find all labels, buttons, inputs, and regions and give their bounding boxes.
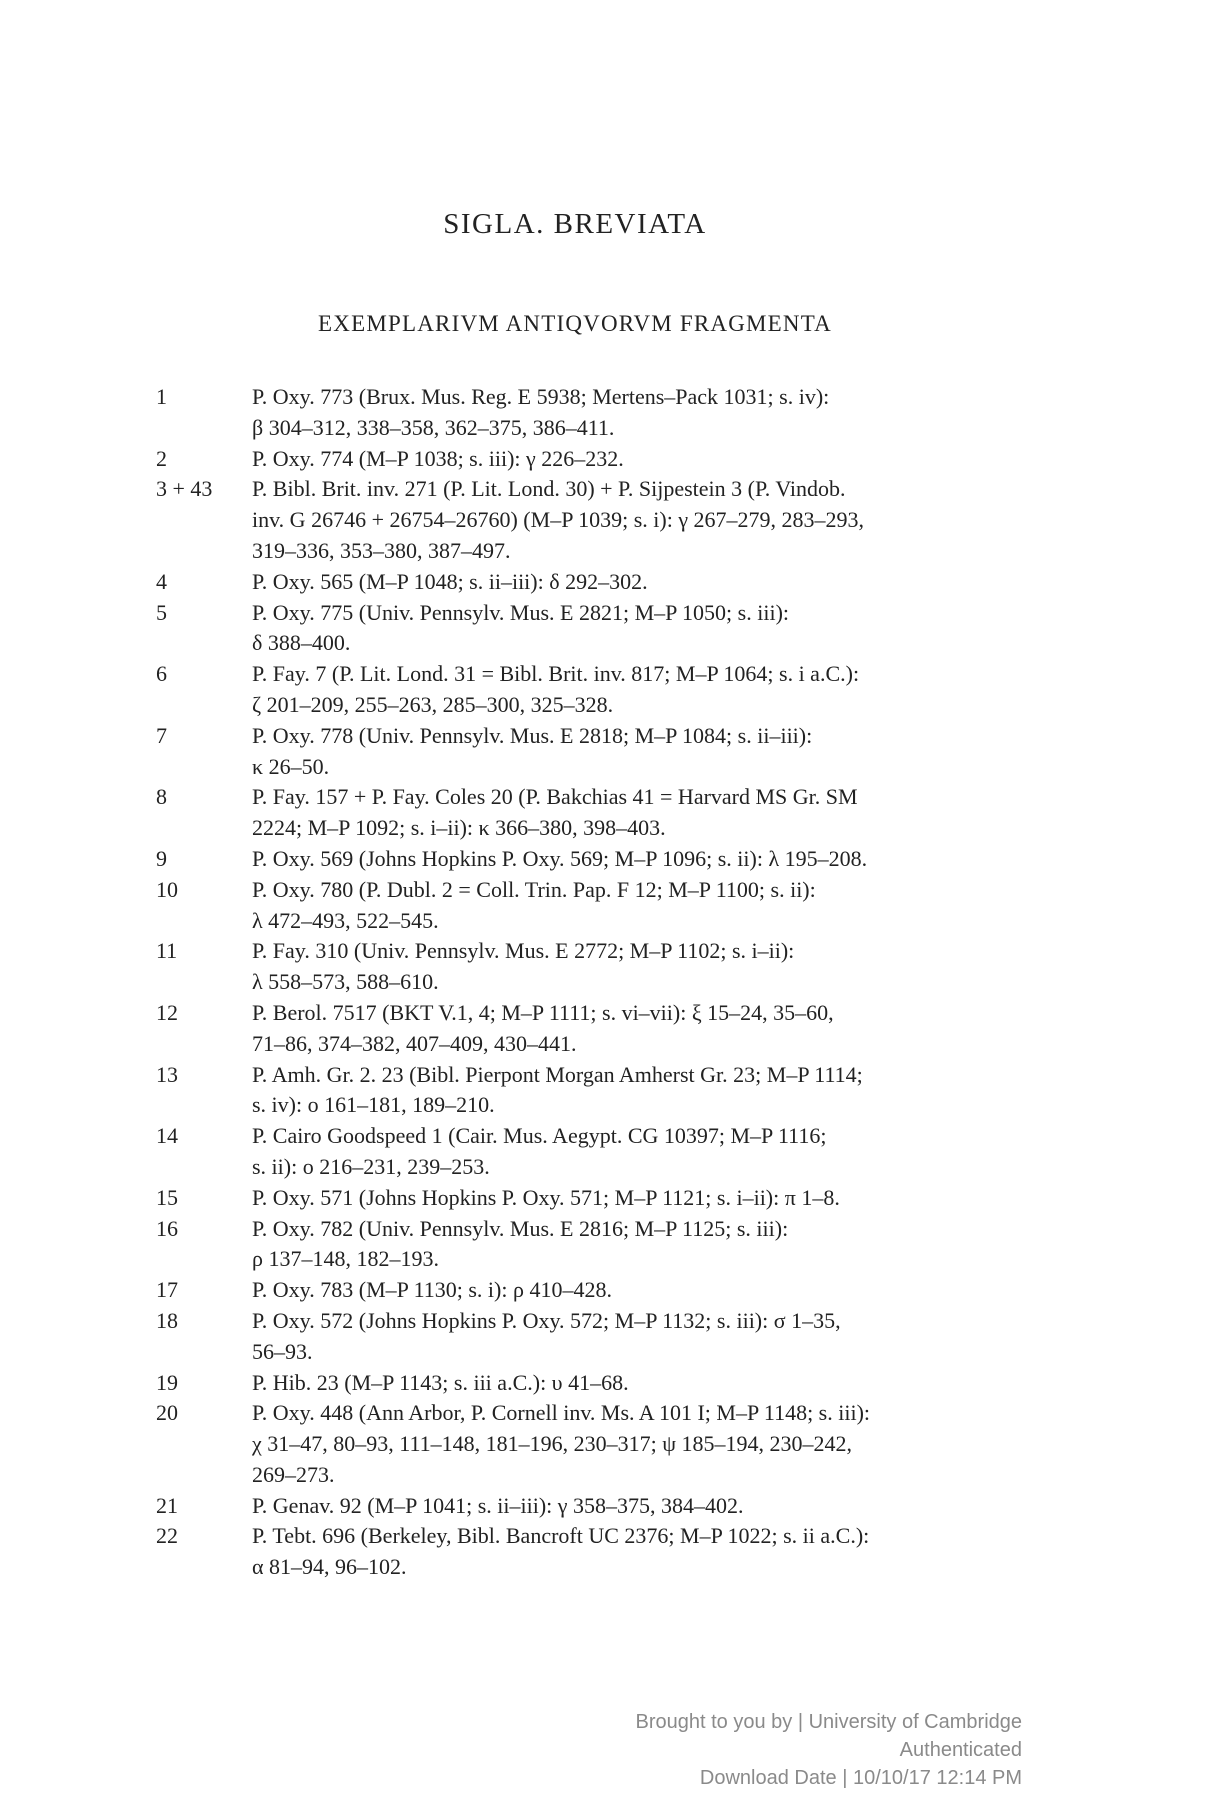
- entry-line: P. Oxy. 778 (Univ. Pennsylv. Mus. E 2818; M–P 1084; s. ii–iii):: [252, 722, 813, 748]
- entry-line: P. Oxy. 782 (Univ. Pennsylv. Mus. E 2816; M–P 1125; s. iii):: [252, 1215, 789, 1241]
- entry-number: 20: [156, 1400, 178, 1426]
- entry-text: [252, 936, 1016, 998]
- entry-number: 1: [156, 384, 167, 409]
- entry-text: [252, 444, 1016, 475]
- entry-line: ρ 137–148, 182–193.: [252, 1246, 439, 1272]
- entry-line: P. Tebt. 696 (Berkeley, Bibl. Bancroft UC 2376; M–P 1022; s. ii a.C.):: [252, 1523, 870, 1549]
- list-item: [156, 1306, 1016, 1368]
- sigla-list: [156, 382, 1016, 1583]
- entry-number: 9: [156, 845, 167, 871]
- entry-line: χ 31–47, 80–93, 111–148, 181–196, 230–317; ψ 185–194, 230–242,: [252, 1431, 853, 1457]
- entry-line: s. ii): ο 216–231, 239–253.: [252, 1153, 490, 1179]
- section-heading: EXEMPLARIVM ANTIQVORVM FRAGMENTA: [318, 311, 832, 336]
- list-item: [156, 1521, 1016, 1583]
- entry-line: P. Oxy. 569 (Johns Hopkins P. Oxy. 569; M–P 1096; s. ii): λ 195–208.: [252, 845, 868, 871]
- footer-authenticated: Authenticated: [899, 1739, 1022, 1761]
- entry-line: β 304–312, 338–358, 362–375, 386–411.: [252, 414, 615, 440]
- entry-text: [252, 598, 1016, 660]
- entry-line: λ 472–493, 522–545.: [252, 907, 439, 933]
- entry-text: [252, 1183, 1016, 1214]
- entry-line: P. Oxy. 572 (Johns Hopkins P. Oxy. 572; M–P 1132; s. iii): σ 1–35,: [252, 1307, 841, 1333]
- entry-text: [252, 998, 1016, 1060]
- list-item: [156, 659, 1016, 721]
- entry-line: P. Bibl. Brit. inv. 271 (P. Lit. Lond. 30) + P. Sijpestein 3 (P. Vindob.: [252, 476, 846, 502]
- list-item: [156, 382, 1016, 444]
- entry-line: δ 388–400.: [252, 630, 351, 656]
- entry-line: ζ 201–209, 255–263, 285–300, 325–328.: [252, 691, 614, 717]
- list-item: [156, 1183, 1016, 1214]
- entry-number: 3 + 43: [156, 476, 213, 502]
- entry-line: P. Oxy. 780 (P. Dubl. 2 = Coll. Trin. Pap. F 12; M–P 1100; s. ii):: [252, 876, 816, 902]
- entry-line: P. Cairo Goodspeed 1 (Cair. Mus. Aegypt. CG 10397; M–P 1116;: [252, 1123, 827, 1149]
- entry-text: [252, 567, 1016, 598]
- access-footer: [636, 1708, 1022, 1792]
- entry-text: [252, 382, 1016, 444]
- entry-line: s. iv): ο 161–181, 189–210.: [252, 1092, 495, 1118]
- entry-line: 319–336, 353–380, 387–497.: [252, 537, 511, 563]
- entry-line: 56–93.: [252, 1338, 313, 1364]
- footer-download-date: Download Date | 10/10/17 12:14 PM: [699, 1767, 1022, 1789]
- entry-line: 269–273.: [252, 1461, 335, 1487]
- entry-text: [252, 1060, 1016, 1122]
- entry-line: P. Oxy. 773 (Brux. Mus. Reg. E 5938; Mertens–Pack 1031; s. iv):: [252, 384, 830, 409]
- list-item: [156, 567, 1016, 598]
- list-item: [156, 875, 1016, 937]
- entry-text: [252, 721, 1016, 783]
- entry-text: [252, 1491, 1016, 1522]
- entry-text: [252, 659, 1016, 721]
- entry-number: 14: [156, 1123, 178, 1149]
- list-item: [156, 1491, 1016, 1522]
- page-title: SIGLA. BREVIATA: [443, 208, 707, 240]
- footer-provider: Brought to you by | University of Cambridge: [635, 1711, 1022, 1733]
- list-item: [156, 1398, 1016, 1490]
- list-item: [156, 936, 1016, 998]
- entry-number: 6: [156, 661, 167, 687]
- entry-text: [252, 1121, 1016, 1183]
- list-item: [156, 1121, 1016, 1183]
- entry-line: P. Fay. 7 (P. Lit. Lond. 31 = Bibl. Brit. inv. 817; M–P 1064; s. i a.C.):: [252, 661, 860, 687]
- entry-line: P. Oxy. 571 (Johns Hopkins P. Oxy. 571; M–P 1121; s. i–ii): π 1–8.: [252, 1184, 840, 1210]
- entry-number: 22: [156, 1523, 178, 1549]
- list-item: [156, 782, 1016, 844]
- entry-number: 16: [156, 1215, 178, 1241]
- entry-line: 2224; M–P 1092; s. i–ii): κ 366–380, 398–403.: [252, 815, 666, 841]
- entry-number: 10: [156, 876, 178, 902]
- entry-text: [252, 1398, 1016, 1490]
- entry-number: 17: [156, 1277, 178, 1303]
- entry-number: 7: [156, 722, 167, 748]
- entry-line: P. Amh. Gr. 2. 23 (Bibl. Pierpont Morgan Amherst Gr. 23; M–P 1114;: [252, 1061, 863, 1087]
- entry-number: 5: [156, 599, 167, 625]
- list-item: [156, 1214, 1016, 1276]
- entry-number: 8: [156, 784, 167, 810]
- entry-line: 71–86, 374–382, 407–409, 430–441.: [252, 1030, 577, 1056]
- entry-line: α 81–94, 96–102.: [252, 1554, 407, 1580]
- entry-line: P. Oxy. 565 (M–P 1048; s. ii–iii): δ 292–302.: [252, 568, 648, 594]
- entry-line: κ 26–50.: [252, 753, 330, 779]
- entry-number: 2: [156, 445, 167, 471]
- entry-number: 12: [156, 999, 178, 1025]
- entry-text: [252, 474, 1016, 566]
- entry-text: [252, 1275, 1016, 1306]
- list-item: [156, 1275, 1016, 1306]
- entry-line: P. Genav. 92 (M–P 1041; s. ii–iii): γ 358–375, 384–402.: [252, 1492, 744, 1518]
- entry-line: inv. G 26746 + 26754–26760) (M–P 1039; s. i): γ 267–279, 283–293,: [252, 507, 865, 533]
- entry-text: [252, 1521, 1016, 1583]
- entry-number: 13: [156, 1061, 178, 1087]
- entry-line: P. Oxy. 774 (M–P 1038; s. iii): γ 226–232.: [252, 445, 624, 471]
- entry-text: [252, 875, 1016, 937]
- list-item: [156, 844, 1016, 875]
- entry-line: P. Fay. 157 + P. Fay. Coles 20 (P. Bakchias 41 = Harvard MS Gr. SM: [252, 784, 858, 810]
- entry-text: [252, 1368, 1016, 1399]
- entry-line: λ 558–573, 588–610.: [252, 969, 439, 995]
- entry-line: P. Oxy. 775 (Univ. Pennsylv. Mus. E 2821; M–P 1050; s. iii):: [252, 599, 790, 625]
- entry-number: 11: [156, 938, 178, 964]
- entry-text: [252, 844, 1016, 875]
- entry-number: 18: [156, 1307, 178, 1333]
- entry-text: [252, 1306, 1016, 1368]
- entry-number: 4: [156, 568, 167, 594]
- list-item: [156, 444, 1016, 475]
- entry-line: P. Oxy. 783 (M–P 1130; s. i): ρ 410–428.: [252, 1277, 612, 1303]
- entry-line: P. Berol. 7517 (BKT V.1, 4; M–P 1111; s. vi–vii): ξ 15–24, 35–60,: [252, 999, 834, 1025]
- entry-number: 19: [156, 1369, 178, 1395]
- list-item: [156, 598, 1016, 660]
- entry-text: [252, 782, 1016, 844]
- entry-number: 21: [156, 1492, 178, 1518]
- entry-line: P. Fay. 310 (Univ. Pennsylv. Mus. E 2772; M–P 1102; s. i–ii):: [252, 938, 795, 964]
- entry-number: 15: [156, 1184, 178, 1210]
- list-item: [156, 1060, 1016, 1122]
- entry-line: P. Oxy. 448 (Ann Arbor, P. Cornell inv. Ms. A 101 I; M–P 1148; s. iii):: [252, 1400, 871, 1426]
- entry-text: [252, 1214, 1016, 1276]
- list-item: [156, 474, 1016, 566]
- list-item: [156, 998, 1016, 1060]
- list-item: [156, 1368, 1016, 1399]
- list-item: [156, 721, 1016, 783]
- entry-line: P. Hib. 23 (M–P 1143; s. iii a.C.): υ 41–68.: [252, 1369, 629, 1395]
